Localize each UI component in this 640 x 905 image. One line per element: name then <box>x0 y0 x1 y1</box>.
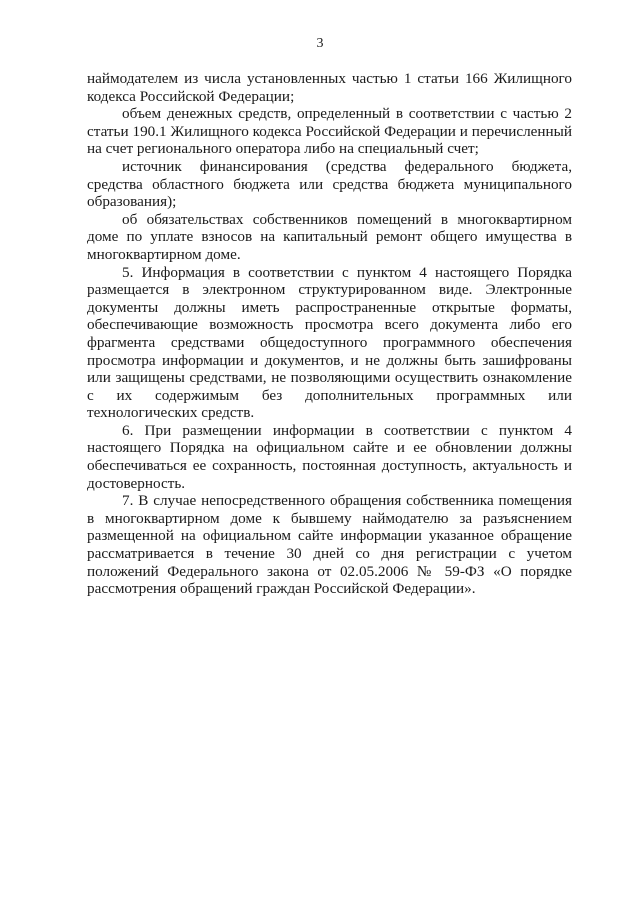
paragraph-continuation: наймодателем из числа установленных частью 1 статьи 166 Жилищного кодекса Российской Федерации; <box>87 70 572 105</box>
paragraph-item-7: 7. В случае непосредственного обращения собственника помещения в многоквартирном доме к бывшему наймодателю за разъяснением размещенной на официальном сайте информации указанное обращение рассматривается в течение 30 дней со дня регистрации с учетом положений Федерального закона от 02.05.2006 № 59-ФЗ «О порядке рассмотрения обращений граждан Российской Федерации». <box>87 492 572 598</box>
paragraph-owner-obligations: об обязательствах собственников помещений в многоквартирном доме по уплате взносов на капитальный ремонт общего имущества в многоквартирном доме. <box>87 210 572 263</box>
paragraph-item-6: 6. При размещении информации в соответствии с пунктом 4 настоящего Порядка на официальном сайте и ее обновлении должны обеспечиваться ее сохранность, постоянная доступность, актуальность и достоверность. <box>87 421 572 492</box>
paragraph-funding-source: источник финансирования (средства федерального бюджета, средства областного бюджета или средства бюджета муниципального образования); <box>87 157 572 211</box>
paragraph-funds-volume: объем денежных средств, определенный в соответствии с частью 2 статьи 190.1 Жилищного кодекса Российской Федерации и перечисленный на счет регионального оператора либо на специальный счет; <box>87 105 572 158</box>
document-body <box>87 70 572 598</box>
paragraph-item-5: 5. Информация в соответствии с пунктом 4 настоящего Порядка размещается в электронном структурированном виде. Электронные документы должны иметь распространенные открытые форматы, обеспечивающие возможность просмотра всего документа либо его фрагмента средствами общедоступного программного обеспечения просмотра информации и документов, и не должны быть зашифрованы или защищены средствами, не позволяющими осуществить ознакомление с их содержимым без дополнительных программных или технологических средств. <box>87 263 572 422</box>
page-number: 3 <box>316 36 324 51</box>
